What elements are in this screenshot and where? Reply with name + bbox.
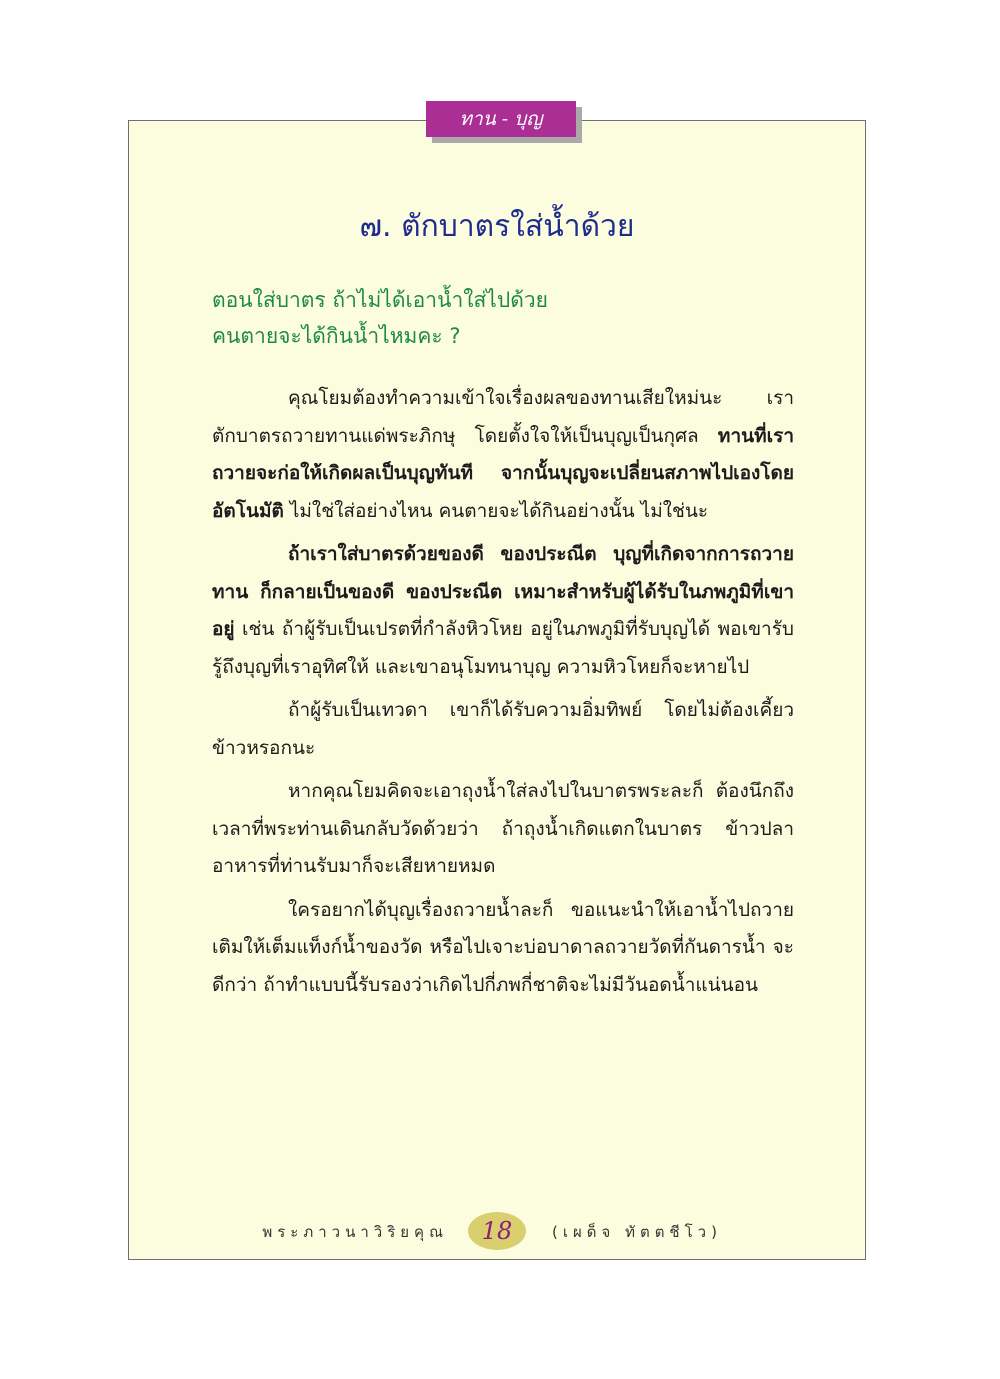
- paragraph-1-text-c: ไม่ใช่ใส่อย่างไหน คนตายจะได้กินอย่างนั้น ไม่ใช่นะ: [283, 499, 709, 522]
- paragraph-5: ใครอยากได้บุญเรื่องถวายน้ำละก็ ขอแนะนำให้เอาน้ำไปถวาย เติมให้เต็มแท็งก์น้ำของวัด หรือไปเจาะบ่อบาดาลถวายวัดที่กันดารน้ำ จะดีกว่า ถ้าทำแบบนี้รับรองว่าเกิดไปกี่ภพกี่ชาติจะไม่มีวันอดน้ำแน่นอน: [212, 898, 794, 996]
- paragraph-2-bold: ถ้าเราใส่บาตรด้วยของดี ของประณีต บุญที่เกิดจากการถวายทาน ก็กลายเป็นของดี ของประณีต เหมาะสำหรับผู้ได้รับในภพภูมิที่เขาอยู่: [212, 543, 794, 640]
- section-tab: ทาน - บุญ: [426, 101, 576, 137]
- question-heading: [212, 282, 812, 354]
- footer-author: (เผด็จ ทัตตชีโว): [552, 1223, 722, 1241]
- page-footer: [128, 1212, 866, 1252]
- chapter-title: ๗. ตักบาตรใส่น้ำด้วย: [359, 209, 635, 244]
- paragraph-4: หากคุณโยมคิดจะเอาถุงน้ำใส่ลงไปในบาตรพระละก็ ต้องนึกถึงเวลาที่พระท่านเดินกลับวัดด้วยว่า ถ้าถุงน้ำเกิดแตกในบาตร ข้าวปลาอาหารที่ท่านรับมาก็จะเสียหายหมด: [212, 780, 794, 877]
- footer-book-title: พระภาวนาวิริยคุณ: [262, 1223, 448, 1241]
- question-line-1: ตอนใส่บาตร ถ้าไม่ได้เอาน้ำใส่ไปด้วย: [212, 288, 548, 312]
- question-line-2: คนตายจะได้กินน้ำไหมคะ ?: [212, 324, 461, 348]
- body-text: [212, 380, 794, 1010]
- paragraph-1: [212, 380, 794, 530]
- paragraph-1-bold: ทานที่เราถวายจะก่อให้เกิดผลเป็นบุญทันที จากนั้นบุญจะเปลี่ยนสภาพไปเองโดยอัตโนมัติ: [212, 424, 794, 522]
- paragraph-1-text-a: คุณโยมต้องทำความเข้าใจเรื่องผลของทานเสียใหม่นะ เรา ตักบาตรถวายทานแด่พระภิกษุ โดยตั้งใจให้เป็นบุญเป็นกุศล: [212, 387, 794, 447]
- paragraph-3: ถ้าผู้รับเป็นเทวดา เขาก็ได้รับความอิ่มทิพย์ โดยไม่ต้องเคี้ยวข้าวหรอกนะ: [212, 699, 794, 759]
- paragraph-2-text: เช่น ถ้าผู้รับเป็นเปรตที่กำลังหิวโหย อยู่ในภพภูมิที่รับบุญได้ พอเขารับรู้ถึงบุญที่เราอุทิศให้ และเขาอนุโมทนาบุญ ความหิวโหยก็จะหายไป: [212, 618, 794, 678]
- page-number-badge: 18: [468, 1212, 526, 1250]
- paragraph-2: [212, 536, 794, 686]
